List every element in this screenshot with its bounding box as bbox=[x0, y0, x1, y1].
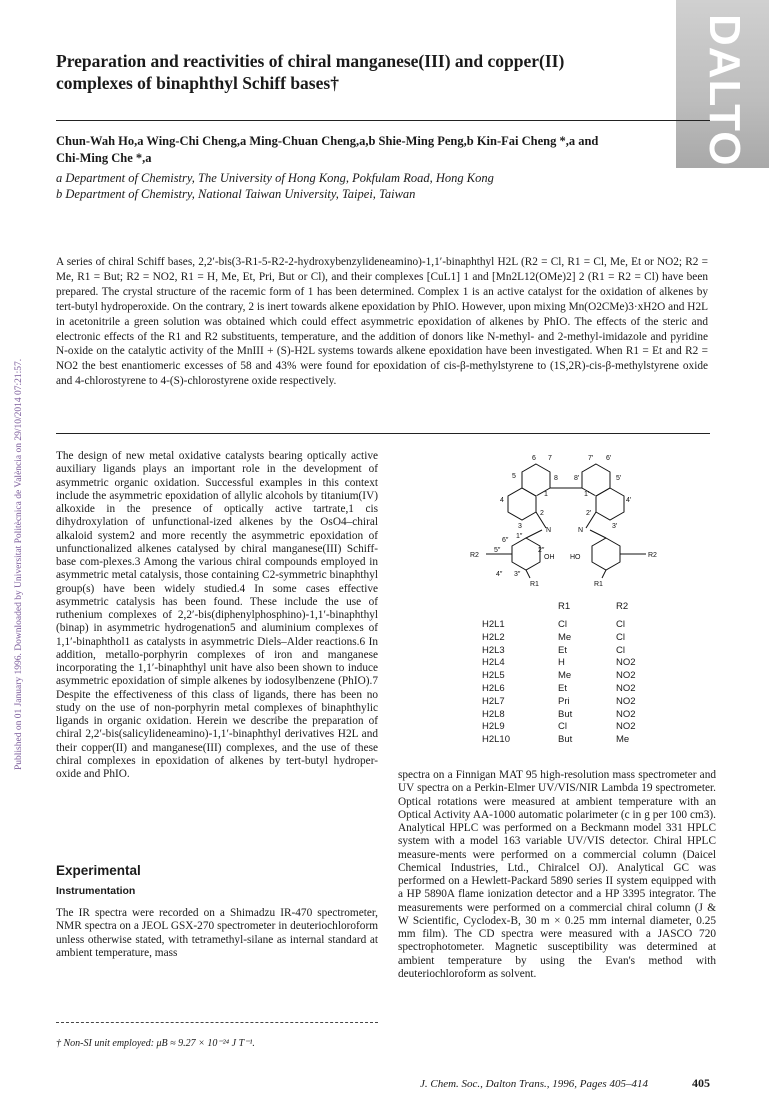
imine-n-right: N bbox=[578, 527, 584, 534]
ligand-name: H2L3 bbox=[482, 644, 505, 656]
ligand-name: H2L2 bbox=[482, 631, 505, 643]
label-8: 8 bbox=[554, 475, 558, 482]
affiliation-a: a Department of Chemistry, The University of Hong Kong, Pokfulam Road, Hong Kong bbox=[56, 171, 494, 185]
label-6p: 6′ bbox=[606, 455, 612, 462]
instrumentation-heading: Instrumentation bbox=[56, 885, 136, 897]
title-line-2: complexes of binaphthyl Schiff bases† bbox=[56, 73, 339, 93]
ligand-name: H2L8 bbox=[482, 708, 505, 720]
label-3p: 3′ bbox=[612, 523, 618, 530]
label-1p: 1′ bbox=[584, 491, 590, 498]
r2-value: NO2 bbox=[616, 721, 636, 733]
header-r1: R1 bbox=[558, 601, 571, 612]
r2-value: Cl bbox=[616, 644, 625, 656]
r2-value: NO2 bbox=[616, 670, 636, 682]
r1-value: Me bbox=[558, 631, 572, 643]
r1-value: Me bbox=[558, 670, 572, 682]
r1-left-label: R1 bbox=[530, 581, 539, 588]
journal-citation: J. Chem. Soc., Dalton Trans., 1996, Pages 405–414 bbox=[420, 1078, 648, 1090]
authors-line-2: Chi-Ming Che *,a bbox=[56, 151, 152, 165]
ligand-name: H2L10 bbox=[482, 734, 510, 746]
r1-value: Cl bbox=[558, 721, 567, 733]
label-1pp: 1″ bbox=[516, 533, 523, 540]
label-7p: 7′ bbox=[588, 455, 594, 462]
label-5: 5 bbox=[512, 473, 516, 480]
footnote: † Non-SI unit employed: μB ≈ 9.27 × 10⁻²⁴ J T⁻¹. bbox=[56, 1038, 255, 1049]
abstract-rule bbox=[56, 433, 710, 434]
oh-label: OH bbox=[544, 554, 555, 561]
r2-right-label: R2 bbox=[648, 552, 657, 559]
imine-n-left: N bbox=[546, 527, 552, 534]
label-6: 6 bbox=[532, 455, 536, 462]
r2-value: NO2 bbox=[616, 683, 636, 694]
instrumentation-text: The IR spectra were recorded on a Shimadzu IR-470 spectrometer, NMR spectra on a JEOL GSX-270 spectrometer in deuteriochloroform unless otherwise stated, with tetramethyl-silane as internal standard at ambient temperature, mass bbox=[56, 907, 378, 959]
label-3: 3 bbox=[518, 523, 522, 530]
binaphthyl-structure-diagram bbox=[466, 452, 666, 594]
r2-value: Cl bbox=[616, 631, 625, 643]
ligand-name: H2L9 bbox=[482, 721, 505, 733]
ligand-name: H2L6 bbox=[482, 683, 505, 694]
r1-value: Et bbox=[558, 644, 567, 656]
ligand-name: H2L5 bbox=[482, 670, 505, 682]
author-list bbox=[56, 133, 616, 167]
r1-value: But bbox=[558, 708, 573, 720]
label-3pp: 3″ bbox=[514, 571, 521, 578]
abstract: A series of chiral Schiff bases, 2,2′-bis(3-R1-5-R2-2-hydroxybenzylideneamino)-1,1′-binaphthyl H2L (R2 = Cl, R1 = Cl, Me, Et or NO2; R2 = Me, R1 = But; R2 = NO2, R1 = H, Me, Et, Pri, But or Cl), and their complexes [CuL1] 1 and [Mn2L12(OMe)2] 2 (R1 = R2 = Cl) have been prepared. The crystal structure of the racemic form of 1 has been determined. Complex 1 is an active catalyst for the oxidation of alkenes by tert-butyl hydroperoxide. On the contrary, 2 is inert towards alkene epoxidation by PhIO. However, upon mixing Mn(O2CMe)3·xH2O and H2L in acetonitrile a green solution was obtained which could effect asymmetric epoxidation of alkenes by PhIO. The effects of the steric and electronic effects of the R1 and R2 substituents, temperature, and the addition of donors like N-methyl- and 2-methyl-imidazole and pyridine N-oxide on the catalytic activity of the MnIII + (S)-H2L systems towards alkene epoxidation have been investigated. When R1 = Et and R2 = NO2 the best enantiomeric excesses of 58 and 43% were found for epoxidation of cis-β-methylstyrene to (1S,2R)-cis-β-methylstyrene oxide and 4-chlorostyrene to 4-(S)-chlorostyrene oxide respectively. bbox=[56, 256, 708, 388]
label-6pp: 6″ bbox=[502, 537, 509, 544]
label-5p: 5′ bbox=[616, 475, 622, 482]
r2-value: Me bbox=[616, 734, 630, 746]
label-1: 1 bbox=[544, 491, 548, 498]
r2-left-label: R2 bbox=[470, 552, 479, 559]
experimental-heading: Experimental bbox=[56, 863, 141, 878]
r1-value: Cl bbox=[558, 619, 567, 630]
instrumentation-text-continued: spectra on a Finnigan MAT 95 high-resolution mass spectrometer and UV spectra on a Perkin-Elmer UV/VIS/NIR Lambda 19 spectrometer. Optical rotations were measured at ambient temperature with an Optical Activity AA-1000 automatic polarimeter (c in g per 100 cm3). Analytical HPLC was performed on a Beckmann model 331 HPLC system with a model 163 variable UV/VIS detector. Chiral HPLC measure-ments were performed on a commercial column (Daicel Chemical Industries, Ltd., Chiralcel OJ). Analytical GC was performed on a Hewlett-Packard 5890 series II system equipped with a HP 5890A flame ionization detector and a HP 3395 integrator. The measurements were performed on a commercial chiral column (J & W Scientific, Cyclodex-B, 30 m × 0.25 mm internal diameter, 0.25 mm film). The CD spectra were measured with a JASCO 720 spectrophotometer. Magnetic susceptibility was determined at ambient temperature by using the Evan's method with deuteriochloroform as solvent. bbox=[398, 769, 716, 980]
r2-value: NO2 bbox=[616, 657, 636, 669]
r1-value: Et bbox=[558, 683, 567, 694]
footnote-rule bbox=[56, 1022, 378, 1023]
ligand-name: H2L1 bbox=[482, 619, 505, 630]
title-line-1: Preparation and reactivities of chiral manganese(III) and copper(II) bbox=[56, 51, 565, 71]
label-4pp: 4″ bbox=[496, 571, 503, 578]
r1-right-label: R1 bbox=[594, 581, 603, 588]
label-7: 7 bbox=[548, 455, 552, 462]
ligand-name: H2L7 bbox=[482, 695, 505, 707]
label-2: 2 bbox=[540, 510, 544, 517]
introduction-text: The design of new metal oxidative catalysts bearing optically active auxiliary ligands plays an important role in the development of asymmetric organic oxidation. Successful examples in this context include the asymmetric epoxidation of allylic alcohols by titanium(IV) alkoxide in the presence of optically active tartrate,1 cis dihydroxylation of unfunctional-ized alkenes by the OsO4–chiral alkaloid system2 and more recently the asymmetric epoxidation of unfunctionalized alkenes catalysed by chiral manganese(III) Schiff-base com-plexes.3 Among the various chiral compounds employed in asymmetric metal catalysis, those containing C2-symmetric binaphthyl group(s) have been widely studied.4 In some cases effective asymmetric catalysis has been found. These include the use of ruthenium complexes of 2,2′-bis(diphenylphosphino)-1,1′-binaphthyl (binap) in asymmetric hydrogenation5 and aluminium complexes of 1,1′-binaphthol1 as catalysts in asymmetric Diels–Alder reactions.6 In addition, metallo-porphyrin complexes of iron and manganese incorporating the 1,1′-binaphthyl unit have also been shown to induce asymmetric epoxidation of simple alkenes by iodosylbenzene (PhIO).7 Despite the effectiveness of this class of ligands, there has been no study on the use of non-porphyrin metal complexes of binaphthylic ligands in organic oxidation. Herein we describe the preparation of chiral 2,2′-bis(salicylideneamino)-1,1′-binaphthyl derivatives H2L and their copper(II) and manganese(III) complexes, and the use of these chiral complexes in epoxidation of alkenes by tert-butyl hydroper-oxide and PhIO. bbox=[56, 450, 378, 780]
journal-banner-text: DALTON bbox=[700, 14, 749, 200]
label-4: 4 bbox=[500, 497, 504, 504]
r2-value: NO2 bbox=[616, 708, 636, 720]
label-5pp: 5″ bbox=[494, 547, 501, 554]
label-2pp: 2″ bbox=[538, 547, 545, 554]
affiliations bbox=[56, 170, 656, 202]
r2-value: Cl bbox=[616, 619, 625, 630]
label-4p: 4′ bbox=[626, 497, 632, 504]
label-2p: 2′ bbox=[586, 510, 592, 517]
download-note: Published on 01 January 1996. Downloaded by Universitat Politècnica de València on 29/10/2014 07:21:57. bbox=[14, 358, 24, 770]
ho-label: HO bbox=[570, 554, 581, 561]
label-8p: 8′ bbox=[574, 475, 580, 482]
page-number: 405 bbox=[692, 1076, 710, 1090]
authors-line-1: Chun-Wah Ho,a Wing-Chi Cheng,a Ming-Chuan Cheng,a,b Shie-Ming Peng,b Kin-Fai Cheng *,a and bbox=[56, 134, 599, 148]
affiliation-b: b Department of Chemistry, National Taiwan University, Taipei, Taiwan bbox=[56, 187, 416, 201]
r1-value: Pri bbox=[558, 695, 570, 707]
r1-value: But bbox=[558, 734, 573, 746]
r1-value: H bbox=[558, 657, 565, 669]
title-rule bbox=[56, 120, 710, 121]
header-r2: R2 bbox=[616, 601, 629, 612]
r2-value: NO2 bbox=[616, 695, 636, 707]
article-title bbox=[56, 50, 636, 94]
ligand-name: H2L4 bbox=[482, 657, 505, 669]
